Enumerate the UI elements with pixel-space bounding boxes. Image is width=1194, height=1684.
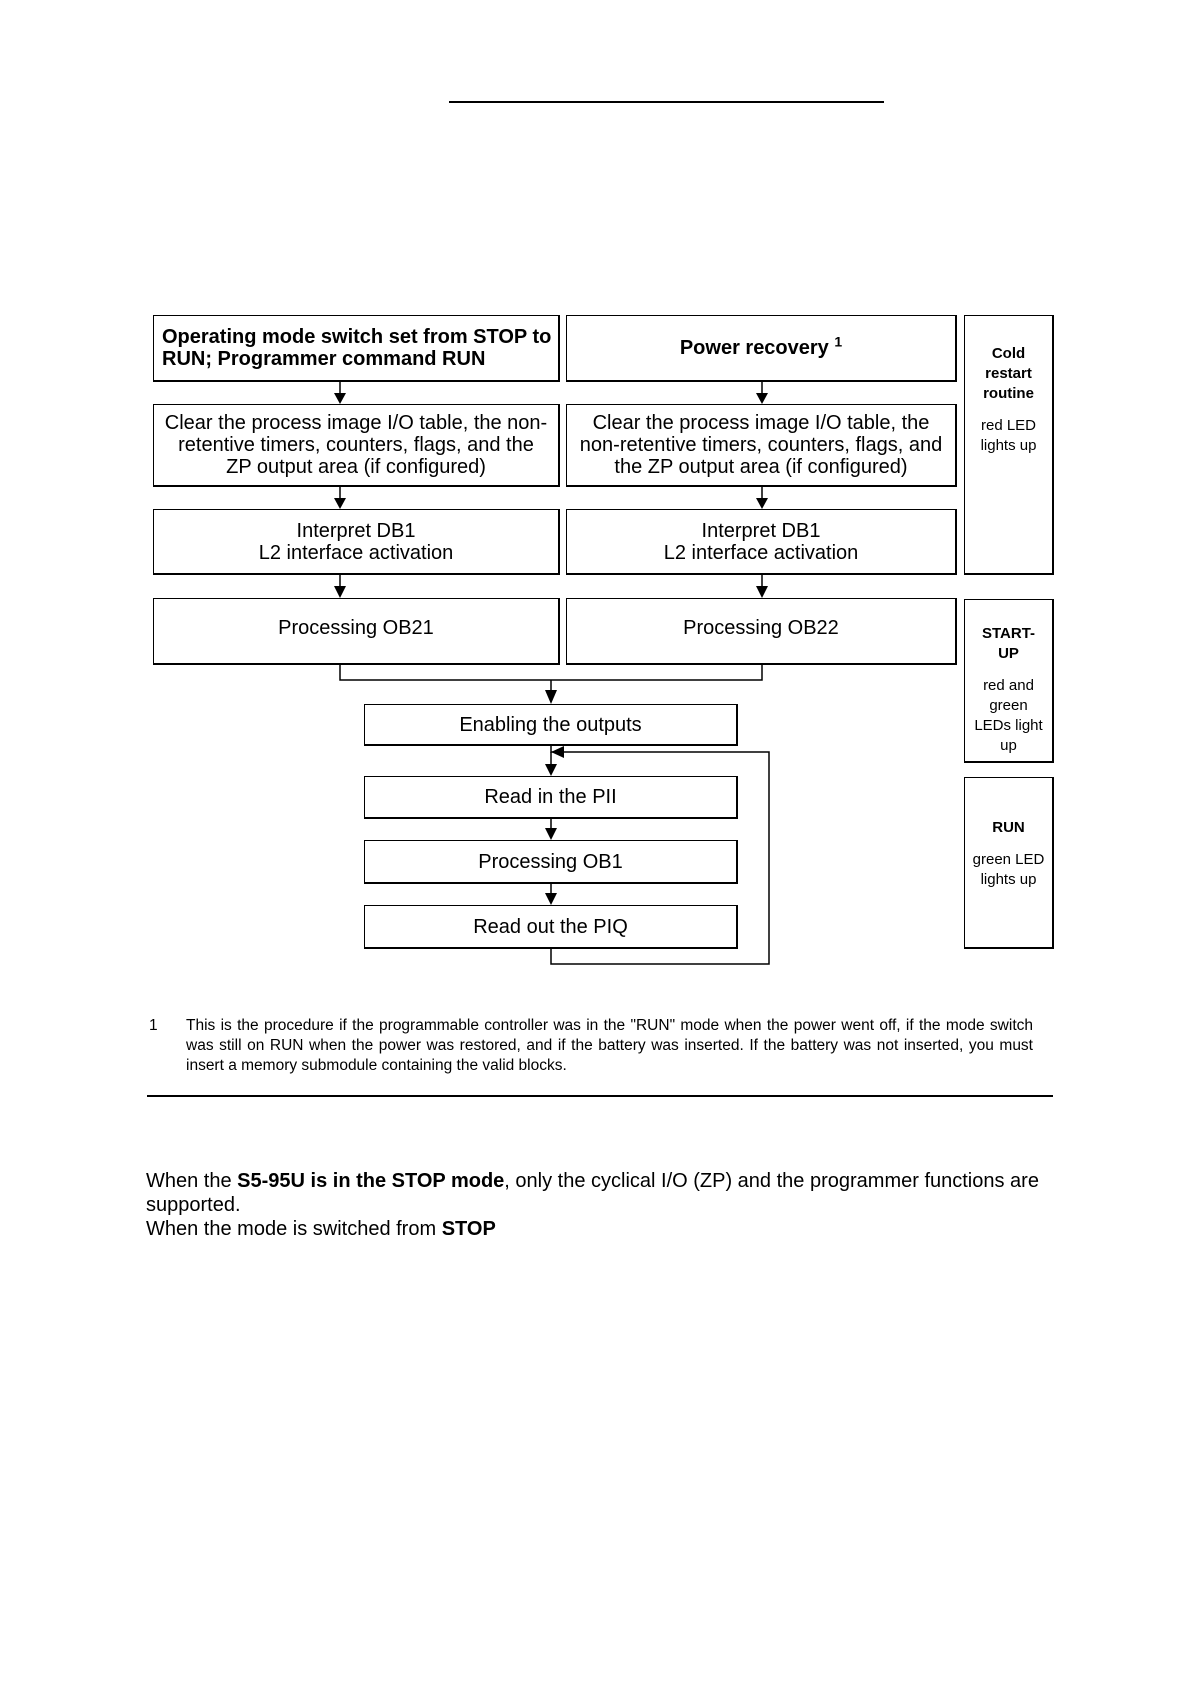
interpret-db1-text-left: Interpret DB1 [296,519,416,542]
arrow-icon [545,828,557,840]
read-pii-box [364,776,738,819]
run-desc: green LED lights up [972,851,1045,888]
right-header-text [679,333,843,359]
left-header-box [153,315,560,382]
clear-tables-box-left [153,404,560,487]
right-header-box [566,315,957,382]
arrow-icon [334,498,346,509]
clear-tables-text-left: Clear the process image I/O table, the non-retentive timers, counters, flags, and the ZP output area (if configured) [164,412,548,478]
cold-restart-box [964,315,1054,575]
arrow-icon [756,498,768,509]
footnote-number: 1 [149,1017,158,1034]
interpret-db1-box-right [566,509,957,575]
startup-title: START-UP [981,625,1036,662]
process-ob1-text: Processing OB1 [478,850,623,873]
read-piq-text: Read out the PIQ [473,915,628,938]
text-run: , only the cyclical I/O (ZP) and the programmer functions are supported. [146,1170,1039,1216]
text-run-bold: S5-95U is in the STOP mode [237,1170,505,1192]
text-run-bold: STOP [441,1218,496,1240]
arrow-icon [334,393,346,404]
ob21-text: Processing OB21 [278,617,434,639]
body-text [146,1169,1046,1241]
arrow-icon [545,893,557,905]
paragraph-stop-mode [146,1169,1046,1217]
interpret-db1-box-left [153,509,560,575]
power-recovery-label: Power recovery [679,337,829,359]
arrow-icon [551,746,564,758]
enable-outputs-text: Enabling the outputs [459,713,642,736]
ob22-box [566,598,957,665]
enable-outputs-box [364,704,738,746]
l2-activation-text-left: L2 interface activation [258,541,454,564]
interpret-db1-text-right: Interpret DB1 [701,519,821,542]
read-piq-box [364,905,738,949]
run-box [964,777,1054,949]
text-run: When the mode is switched from [146,1218,442,1240]
cold-restart-title: Cold restart routine [983,345,1034,402]
cold-restart-desc: red LED lights up [980,417,1037,454]
footnote-rule [147,1095,1053,1097]
startup-box [964,599,1054,763]
footnote-mark: 1 [834,333,843,350]
paragraph-mode-switch [146,1217,1046,1241]
text-run: When the [146,1170,238,1192]
clear-tables-box-right [566,404,957,487]
l2-activation-text-right: L2 interface activation [663,541,859,564]
arrow-icon [545,690,557,704]
clear-tables-text-right: Clear the process image I/O table, the non-retentive timers, counters, flags, and the ZP output area (if configured) [579,412,943,478]
arrow-icon [334,586,346,598]
arrow-icon [756,586,768,598]
left-header-text: Operating mode switch set from STOP to RUN; Programmer command RUN [162,326,552,370]
footnote-text: This is the procedure if the programmable controller was in the "RUN" mode when the power went off, if the mode switch was still on RUN when the power was restored, and if the battery was inserted. If the battery was not inserted, you must insert a memory submodule containing the valid blocks. [186,1017,1033,1074]
arrow-icon [545,764,557,776]
startup-desc: red and green LEDs light up [974,677,1043,754]
run-title: RUN [992,819,1025,836]
ob21-box [153,598,560,665]
process-ob1-box [364,840,738,884]
ob22-text: Processing OB22 [683,617,839,639]
arrow-icon [756,393,768,404]
read-pii-text: Read in the PII [484,786,617,808]
